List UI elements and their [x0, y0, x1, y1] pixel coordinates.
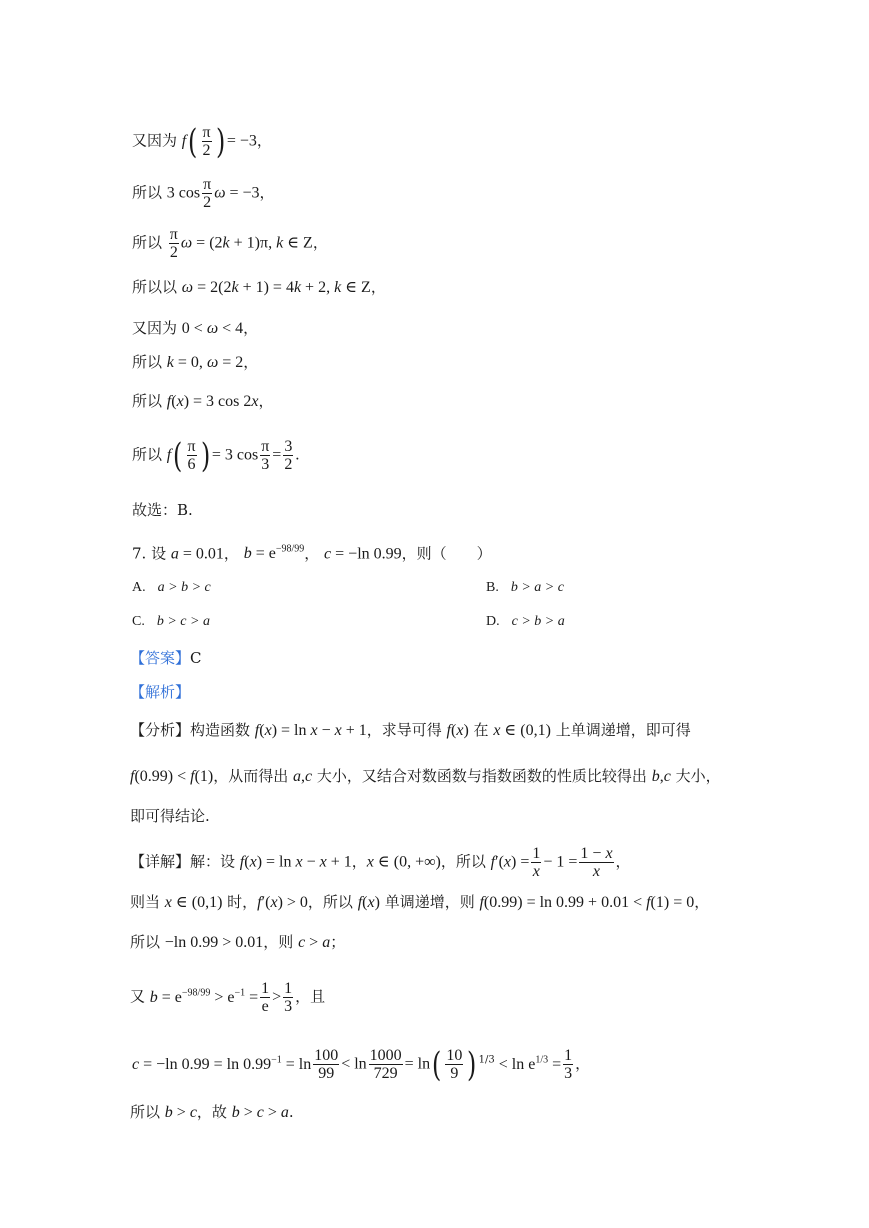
- text-line-9: 故选：B.: [132, 501, 193, 519]
- analysis-tag: 【解析】: [130, 683, 191, 701]
- analysis-line-3: 即可得结论.: [130, 807, 210, 825]
- option-a[interactable]: A. a > b > c: [132, 580, 211, 595]
- text-line-3: 所以 $\frac{\pi}{2}$ ω = (2k + 1)π, k ∈ Z，: [132, 226, 328, 261]
- analysis-line-2: f(0.99) < f(1)，从而得出 a,c 大小，又结合对数函数与指数函数的性质比较得出 b,c 大小，: [130, 767, 721, 785]
- answer-tag: 【答案】: [130, 649, 191, 667]
- option-b[interactable]: B. b > a > c: [486, 580, 564, 595]
- text-line-8: 所以 f( $\frac{\pi}{6}$ ) = 3 cos $\frac{\pi}{3}$ = $\frac{3}{2}$ .: [132, 435, 300, 476]
- detail-line-2: 则当 x ∈ (0,1) 时，f′(x) > 0，所以 f(x) 单调递增，则 f(0.99) = ln 0.99 + 0.01 < f(1) = 0，: [130, 893, 710, 911]
- option-d[interactable]: D. c > b > a: [486, 614, 565, 629]
- text-line-5: 又因为 0 < ω < 4，: [132, 319, 259, 337]
- answer-value: C: [190, 649, 202, 667]
- text-line-6: 所以 k = 0, ω = 2，: [132, 353, 259, 371]
- analysis-tag-line: [130, 682, 190, 702]
- detail-line-5: c = −ln $0.99 = \ln 0.99^{-1} = \ln$ $\frac{100}{99}$ < ln $\frac{1000}{729}$ = ln( $\frac{10}{9}$ ) $^{1/3} < \ln e^{1/3}$ = $\frac{1}{3}$ ，: [132, 1044, 591, 1085]
- detail-line-1: 【详解】解：设 f(x) = ln x − x + 1，x ∈ (0, +∞)，所以 f′(x) = $\frac{1}{x}$ − 1 = $\frac{1 - x}{x}$ ，: [130, 845, 631, 880]
- text-line-7: 所以 f(x) = 3 cos 2x，: [132, 392, 274, 410]
- text-line-2: 所以 3 cos $\frac{\pi}{2}$ ω = −3，: [132, 176, 275, 211]
- option-c[interactable]: C. b > c > a: [132, 614, 210, 629]
- text-line-4: 所以以 ω = 2(2k + 1) = 4k + 2, k ∈ Z，: [132, 278, 386, 296]
- answer-line: [130, 648, 202, 668]
- text-line-1: 又因为 f( $\frac{\pi}{2}$ ) = −3，: [132, 121, 272, 162]
- detail-line-3: 所以 −ln 0.99 > 0.01，则 c > a；: [130, 933, 346, 951]
- detail-line-6: 所以 b > c，故 b > c > a.: [130, 1103, 294, 1121]
- detail-line-4: 又 $b = e^{-98/99} > e^{-1}$ = $\frac{1}{e}$ > $\frac{1}{3}$ ，且: [130, 980, 326, 1015]
- question-stem: 7. 设 a = 0.01， $b = e^{-98/99}$， c = −ln 0.99，则（ ）: [132, 544, 492, 563]
- analysis-line-1: 【分析】构造函数 f(x) = ln x − x + 1，求导可得 f(x) 在 x ∈ (0,1) 上单调递增，即可得: [130, 721, 691, 739]
